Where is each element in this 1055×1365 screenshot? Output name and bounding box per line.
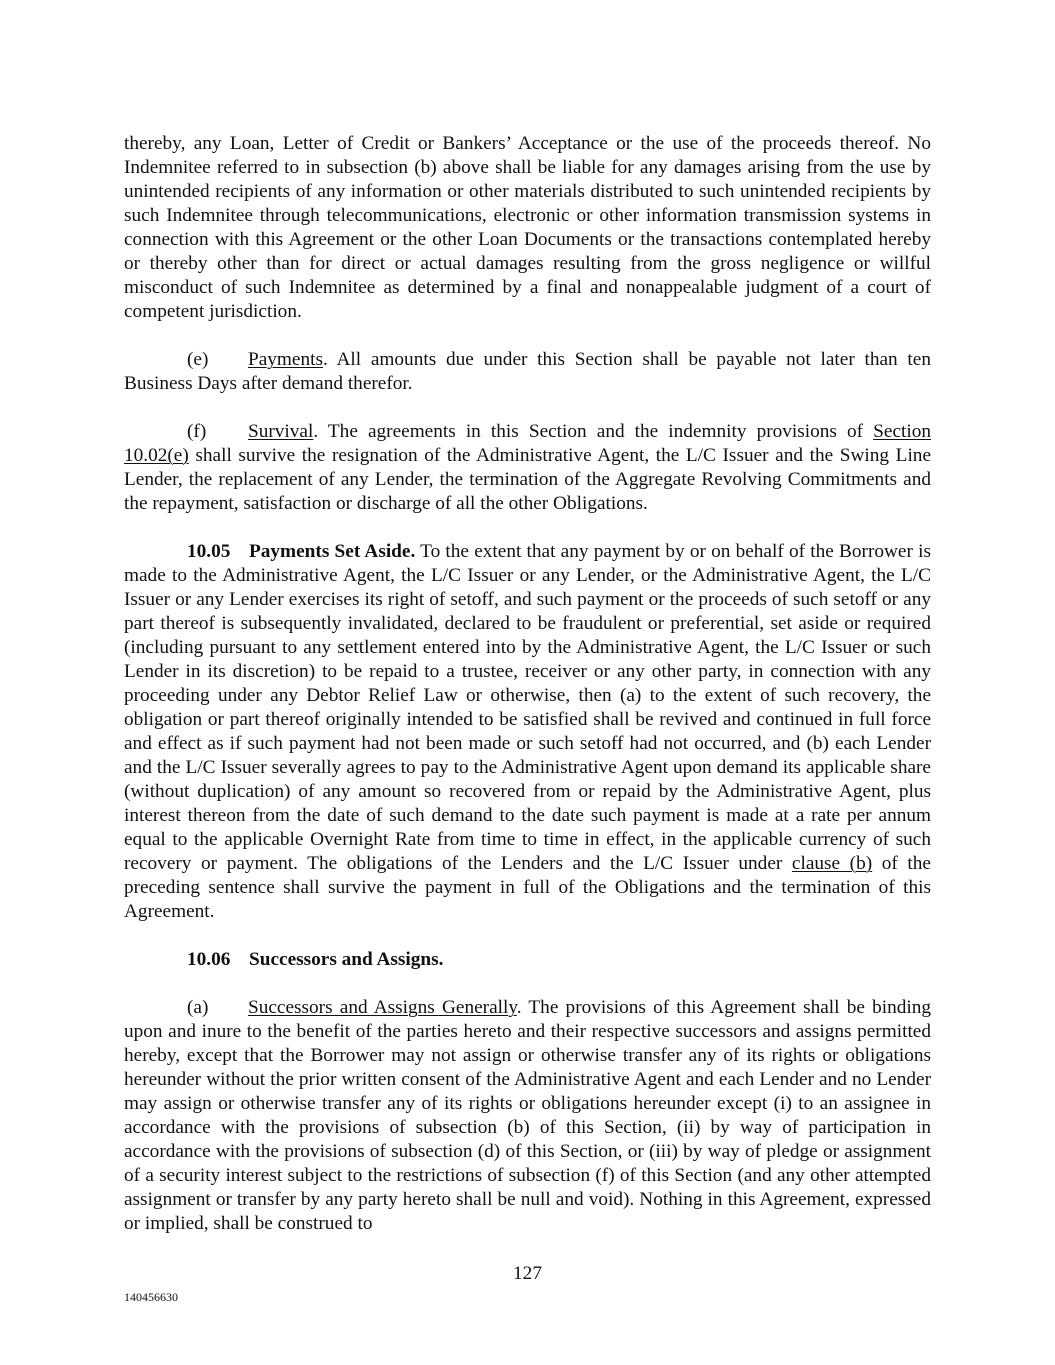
paragraph-a-successors-and-assigns (124, 996, 931, 1236)
section-title: Payments Set Aside. (249, 541, 416, 562)
paragraph-text: thereby, any Loan, Letter of Credit or Bankers’ Acceptance or the use of the proceeds thereof. No Indemnitee referred to in subsection (b) above shall be liable for any damages arising from the use by unintended recipients of any information or other materials distributed to such unintended recipients by such Indemnitee through telecommunications, electronic or other information transmission systems in connection with this Agreement or the other Loan Documents or the transactions contemplated hereby or thereby other than for direct or actual damages resulting from the gross negligence or willful misconduct of such Indemnitee as determined by a final and nonappealable judgment of a court of competent jurisdiction. (124, 133, 931, 322)
paragraph-text: . The provisions of this Agreement shall be binding upon and inure to the benefit of the parties hereto and their respective successors and assigns permitted hereby, except that the Borrower may not assign or otherwise transfer any of its rights or obligations hereunder without the prior written consent of the Administrative Agent and each Lender and no Lender may assign or otherwise transfer any of its rights or obligations hereunder except (i) to an assignee in accordance with the provisions of subsection (b) of this Section, (ii) by way of participation in accordance with the provisions of subsection (d) of this Section, or (iii) by way of pledge or assignment of a security interest subject to the restrictions of subsection (f) of this Section (and any other attempted assignment or transfer by any party hereto shall be null and void). Nothing in this Agreement, expressed or implied, shall be construed to (124, 997, 931, 1234)
paragraph-text: To the extent that any payment by or on behalf of the Borrower is made to the Administrative Agent, the L/C Issuer or any Lender, or the Administrative Agent, the L/C Issuer or any Lender exercises its right of setoff, and such payment or the proceeds of such setoff or any part thereof is subsequently invalidated, declared to be fraudulent or preferential, set aside or required (including pursuant to any settlement entered into by the Administrative Agent, the L/C Issuer or such Lender in its discretion) to be repaid to a trustee, receiver or any other party, in connection with any proceeding under any Debtor Relief Law or otherwise, then (a) to the extent of such recovery, the obligation or part thereof originally intended to be satisfied shall be revived and continued in full force and effect as if such payment had not been made or such setoff had not occurred, and (b) each Lender and the L/C Issuer severally agrees to pay to the Administrative Agent upon demand its applicable share (without duplication) of any amount so recovered from or repaid by the Administrative Agent, plus interest thereon from the date of such demand to the date such payment is made at a rate per annum equal to the applicable Overnight Rate from time to time in effect, in the applicable currency of such recovery or payment. The obligations of the Lenders and the L/C Issuer under (124, 541, 931, 874)
paragraph-text: . All amounts due under this Section shall be payable not later than ten Business Days after demand therefor. (124, 349, 931, 394)
paragraph-e-payments (124, 348, 931, 396)
clause-heading: Payments (248, 349, 323, 370)
clause-reference-link[interactable]: clause (b) (791, 853, 873, 874)
document-id: 140456630 (124, 1290, 178, 1304)
paragraph-text: shall survive the resignation of the Administrative Agent, the L/C Issuer and the Swing Line Lender, the replacement of any Lender, the termination of the Aggregate Revolving Commitments and the repayment, satisfaction or discharge of all the other Obligations. (124, 445, 931, 514)
document-page (124, 132, 931, 1260)
clause-heading: Successors and Assigns Generally (248, 997, 517, 1018)
paragraph-f-survival (124, 420, 931, 516)
section-10-06-heading (124, 948, 931, 972)
clause-label: (f) (187, 421, 207, 442)
clause-label: (a) (187, 997, 209, 1018)
section-number: 10.06 (187, 949, 231, 970)
paragraph-continued-indemnity (124, 132, 931, 324)
section-10-05-payments-set-aside (124, 540, 931, 924)
section-reference-link[interactable]: Section 10.02(e) (124, 421, 931, 466)
clause-label: (e) (187, 349, 209, 370)
clause-heading: Survival (248, 421, 314, 442)
section-title: Successors and Assigns. (249, 949, 444, 970)
paragraph-text: of the preceding sentence shall survive the payment in full of the Obligations and the termination of this Agreement. (124, 853, 931, 922)
paragraph-text: . The agreements in this Section and the indemnity provisions of (313, 421, 874, 442)
page-number: 127 (513, 1263, 542, 1284)
section-number: 10.05 (187, 541, 231, 562)
